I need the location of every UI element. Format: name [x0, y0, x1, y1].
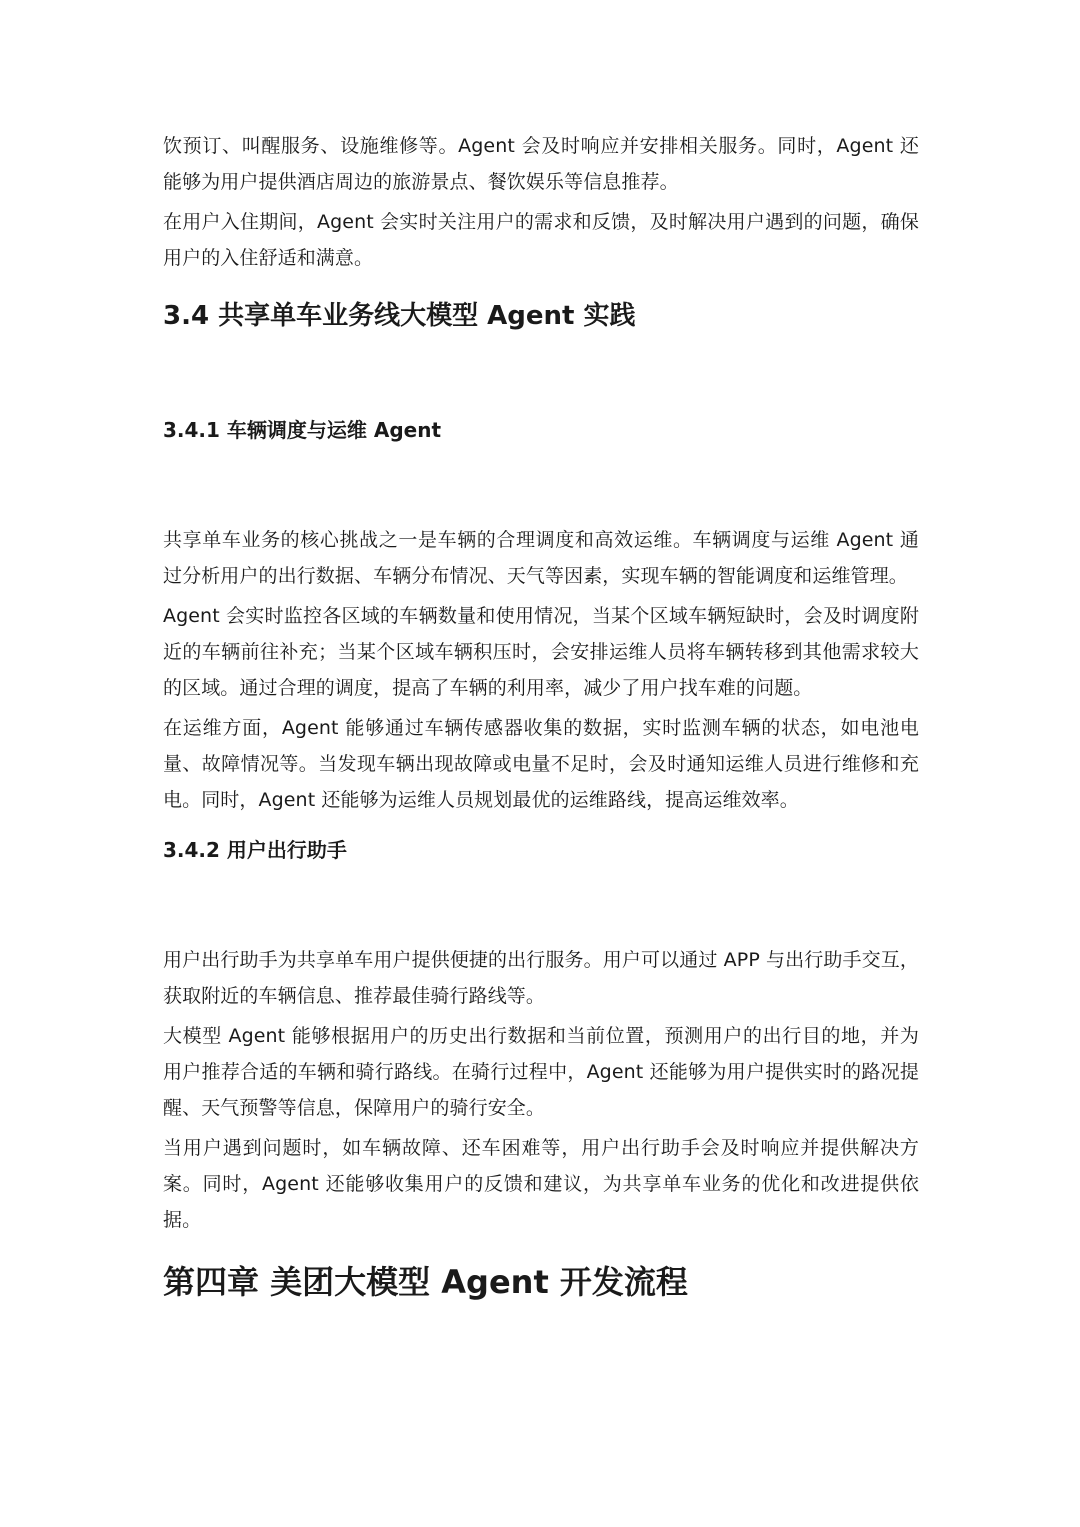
paragraph: 共享单车业务的核心挑战之一是车辆的合理调度和高效运维。车辆调度与运维 Agent 通过分析用户的出行数据、车辆分布情况、天气等因素，实现车辆的智能调度和运维管理。	[163, 529, 919, 587]
paragraph: Agent 会实时监控各区域的车辆数量和使用情况，当某个区域车辆短缺时，会及时调度附近的车辆前往补充；当某个区域车辆积压时，会安排运维人员将车辆转移到其他需求较大的区域。通过合理的调度，提高了车辆的利用率，减少了用户找车难的问题。	[163, 605, 919, 699]
chapter-heading-4: 第四章 美团大模型 Agent 开发流程	[163, 1263, 688, 1301]
paragraph: 饮预订、叫醒服务、设施维修等。Agent 会及时响应并安排相关服务。同时，Agent 还能够为用户提供酒店周边的旅游景点、餐饮娱乐等信息推荐。	[163, 135, 919, 193]
section-heading-3-4: 3.4 共享单车业务线大模型 Agent 实践	[163, 301, 636, 331]
subsection-heading-3-4-2: 3.4.2 用户出行助手	[163, 838, 347, 862]
paragraph: 用户出行助手为共享单车用户提供便捷的出行服务。用户可以通过 APP 与出行助手交互，获取附近的车辆信息、推荐最佳骑行路线等。	[163, 949, 919, 1007]
subsection-heading-3-4-1: 3.4.1 车辆调度与运维 Agent	[163, 418, 442, 442]
paragraph: 在运维方面，Agent 能够通过车辆传感器收集的数据，实时监测车辆的状态，如电池电量、故障情况等。当发现车辆出现故障或电量不足时，会及时通知运维人员进行维修和充电。同时，Agent 还能够为运维人员规划最优的运维路线，提高运维效率。	[163, 717, 919, 811]
document-page	[163, 128, 919, 1304]
paragraph: 在用户入住期间，Agent 会实时关注用户的需求和反馈，及时解决用户遇到的问题，确保用户的入住舒适和满意。	[163, 211, 919, 269]
paragraph: 当用户遇到问题时，如车辆故障、还车困难等，用户出行助手会及时响应并提供解决方案。同时，Agent 还能够收集用户的反馈和建议，为共享单车业务的优化和改进提供依据。	[163, 1137, 919, 1231]
paragraph: 大模型 Agent 能够根据用户的历史出行数据和当前位置，预测用户的出行目的地，并为用户推荐合适的车辆和骑行路线。在骑行过程中，Agent 还能够为用户提供实时的路况提醒、天气预警等信息，保障用户的骑行安全。	[163, 1025, 919, 1119]
